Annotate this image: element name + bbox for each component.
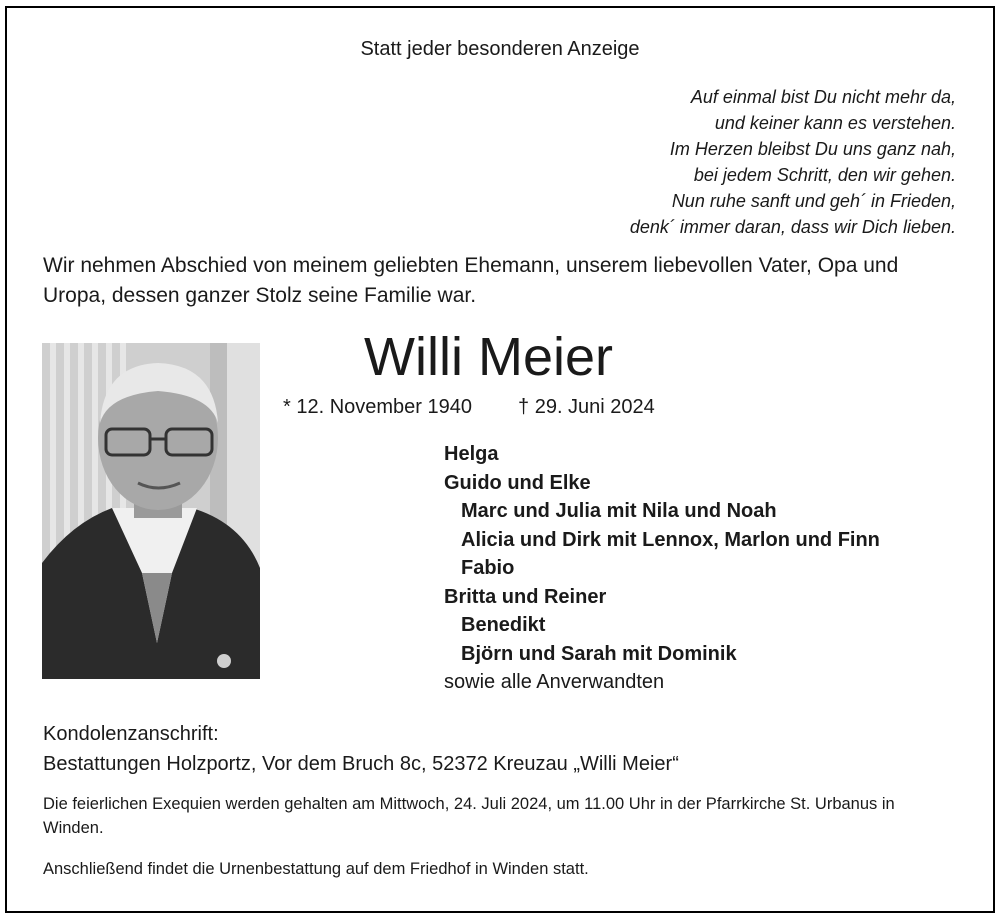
mourner-entry: Helga	[444, 443, 499, 465]
notice-header: Statt jeder besonderen Anzeige	[360, 38, 640, 60]
condolence-label: Kondolenzanschrift:	[43, 723, 219, 745]
intro-text: Wir nehmen Abschied von meinem geliebten Ehemann, unserem liebevollen Vater, Opa und Uropa, dessen ganzer Stolz seine Familie war.	[43, 254, 899, 307]
death-date: † 29. Juni 2024	[518, 396, 655, 418]
poem	[630, 84, 956, 240]
deceased-name: Willi Meier	[364, 327, 613, 387]
poem-line: Nun ruhe sanft und geh´ in Frieden,	[671, 191, 956, 211]
mourner-entry: Britta und Reiner	[444, 585, 607, 608]
service-info: Die feierlichen Exequien werden gehalten am Mittwoch, 24. Juli 2024, um 11.00 Uhr in der Pfarrkirche St. Urbanus in Winden.	[43, 795, 895, 837]
portrait-photo	[42, 343, 260, 679]
poem-line: Auf einmal bist Du nicht mehr da,	[690, 87, 956, 107]
life-dates	[283, 396, 655, 419]
mourner-entry: Guido und Elke	[444, 471, 591, 494]
mourner-entry: Fabio	[461, 557, 515, 579]
mourner-entry: Benedikt	[461, 614, 546, 636]
poem-line: denk´ immer daran, dass wir Dich lieben.	[629, 217, 956, 237]
poem-line: und keiner kann es verstehen.	[714, 113, 956, 133]
condolence-address: Bestattungen Holzportz, Vor dem Bruch 8c, 52372 Kreuzau „Willi Meier“	[43, 753, 679, 775]
burial-info: Anschließend findet die Urnenbestattung auf dem Friedhof in Winden statt.	[43, 860, 589, 878]
condolence-block	[43, 719, 679, 779]
poem-line: Im Herzen bleibst Du uns ganz nah,	[669, 139, 956, 159]
mourners-list	[444, 440, 880, 697]
mourner-entry: sowie alle Anverwandten	[444, 671, 665, 693]
mourner-entry: Alicia und Dirk mit Lennox, Marlon und Finn	[461, 528, 880, 551]
poem-line: bei jedem Schritt, den wir gehen.	[693, 165, 956, 185]
mourner-entry: Björn und Sarah mit Dominik	[461, 642, 737, 665]
mourner-entry: Marc und Julia mit Nila und Noah	[461, 500, 777, 522]
birth-date: * 12. November 1940	[283, 396, 473, 418]
